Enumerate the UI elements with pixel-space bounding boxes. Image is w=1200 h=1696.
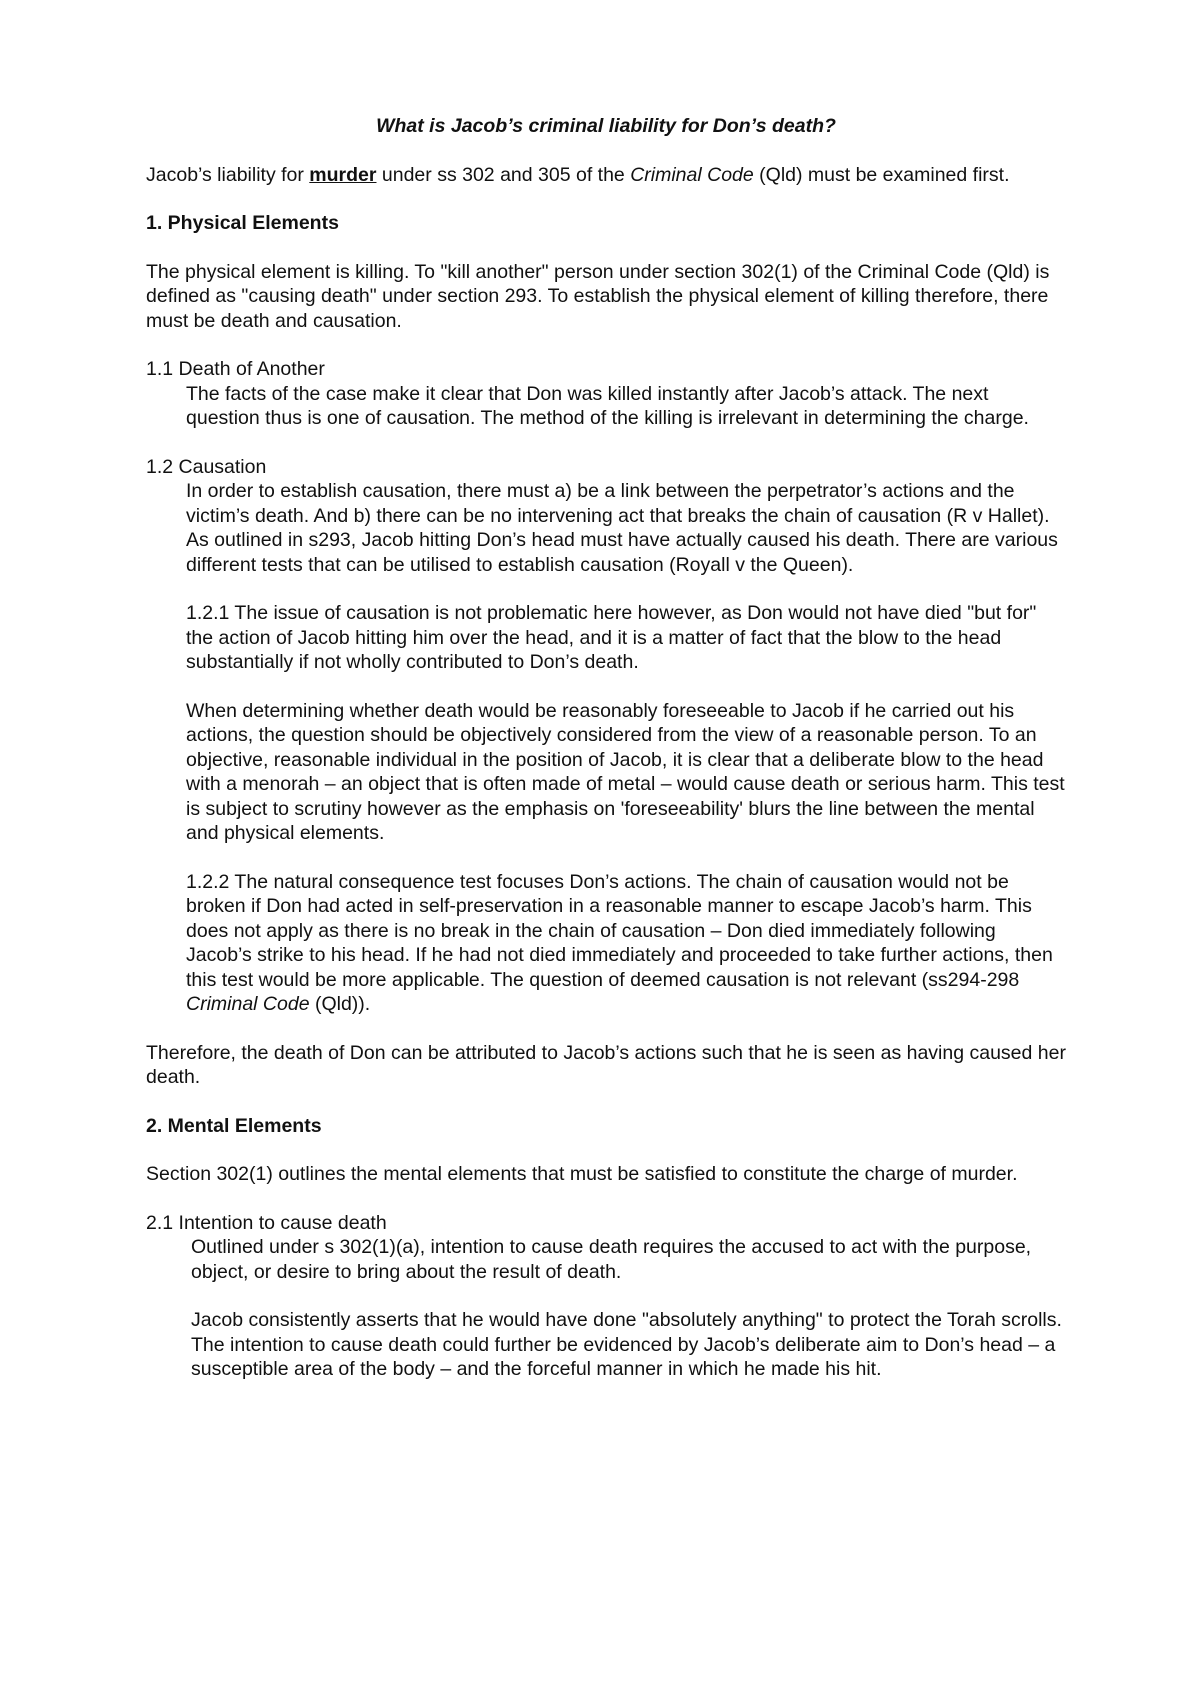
murder-term: murder — [309, 163, 377, 186]
intro-text-3: (Qld) must be examined first. — [753, 163, 1010, 186]
subsection-1-2-2-end: (Qld)). — [309, 993, 371, 1015]
criminal-code-ref: Criminal Code — [630, 163, 754, 186]
section-1-conclusion: Therefore, the death of Don can be attributed to Jacob’s actions such that he is seen as having caused her death. — [146, 1041, 1066, 1088]
subsection-1-2-2-body: 1.2.2 The natural consequence test focuses Don’s actions. The chain of causation would not be broken if Don had acted in self-preservation in a reasonable manner to escape Jacob’s harm. This does not apply as there is no break in the chain of causation – Don died immediately following Jacob’s strike to his head. If he had not died immediately and proceeded to take further actions, then this test would be more applicable. The question of deemed causation is not relevant (ss294-298 — [186, 870, 1053, 991]
document-title: What is Jacob’s criminal liability for Don’s death? — [376, 115, 836, 137]
section-1-heading: 1. Physical Elements — [146, 212, 339, 234]
criminal-code-ref-2: Criminal Code — [186, 993, 310, 1015]
subsection-1-2-2-text — [186, 870, 1066, 1017]
subsection-2-1 — [146, 1211, 1066, 1285]
subsection-2-1-text-2: Jacob consistently asserts that he would have done "absolutely anything" to protect the Torah scrolls. The intention to cause death could further be evidenced by Jacob’s deliberate aim to Don’s head – a susceptible area of the body – and the forceful manner in which he made his hit. — [191, 1309, 1062, 1380]
subsection-1-1 — [146, 357, 1066, 431]
subsection-2-1-label: 2.1 Intention to cause death — [146, 1211, 387, 1234]
section-2-heading: 2. Mental Elements — [146, 1114, 322, 1137]
intro-text-1: Jacob’s liability for — [146, 163, 310, 186]
subsection-1-2-1-text: 1.2.1 The issue of causation is not problematic here however, as Don would not have died "but for" the action of Jacob hitting him over the head, and it is a matter of fact that the blow to the head substantially if not wholly contributed to Don’s death. — [186, 602, 1037, 673]
intro-paragraph — [146, 163, 1066, 188]
subsection-1-2 — [146, 455, 1066, 578]
subsection-1-1-label: 1.1 Death of Another — [146, 358, 325, 380]
intro-text-2: under ss 302 and 305 of the — [376, 163, 631, 186]
subsection-1-2-label: 1.2 Causation — [146, 455, 267, 478]
foreseeability-paragraph: When determining whether death would be reasonably foreseeable to Jacob if he carried out his actions, the question should be objectively considered from the view of a reasonable person. To an objective, reasonable individual in the position of Jacob, it is clear that a deliberate blow to the head with a menorah – an object that is often made of metal – would cause death or serious harm. This test is subject to scrutiny however as the emphasis on 'foreseeability' blurs the line between the mental and physical elements. — [186, 699, 1065, 844]
section-2-paragraph: Section 302(1) outlines the mental elements that must be satisfied to constitute the charge of murder. — [146, 1163, 1018, 1185]
subsection-1-2-text: In order to establish causation, there must a) be a link between the perpetrator’s actions and the victim’s death. And b) there can be no intervening act that breaks the chain of causation (R v Hallet). As outlined in s293, Jacob hitting Don’s head must have actually caused his death. There are various different tests that can be utilised to establish causation (Royall v the Queen). — [186, 480, 1058, 576]
subsection-1-1-text: The facts of the case make it clear that Don was killed instantly after Jacob’s attack. The next question thus is one of causation. The method of the killing is irrelevant in determining the charge. — [186, 382, 1029, 429]
section-1-paragraph: The physical element is killing. To "kill another" person under section 302(1) of the Criminal Code (Qld) is defined as "causing death" under section 293. To establish the physical element of killing therefore, there must be death and causation. — [146, 260, 1050, 332]
subsection-2-1-text: Outlined under s 302(1)(a), intention to cause death requires the accused to act with the purpose, object, or desire to bring about the result of death. — [191, 1236, 1032, 1283]
document-page — [146, 114, 1066, 1382]
